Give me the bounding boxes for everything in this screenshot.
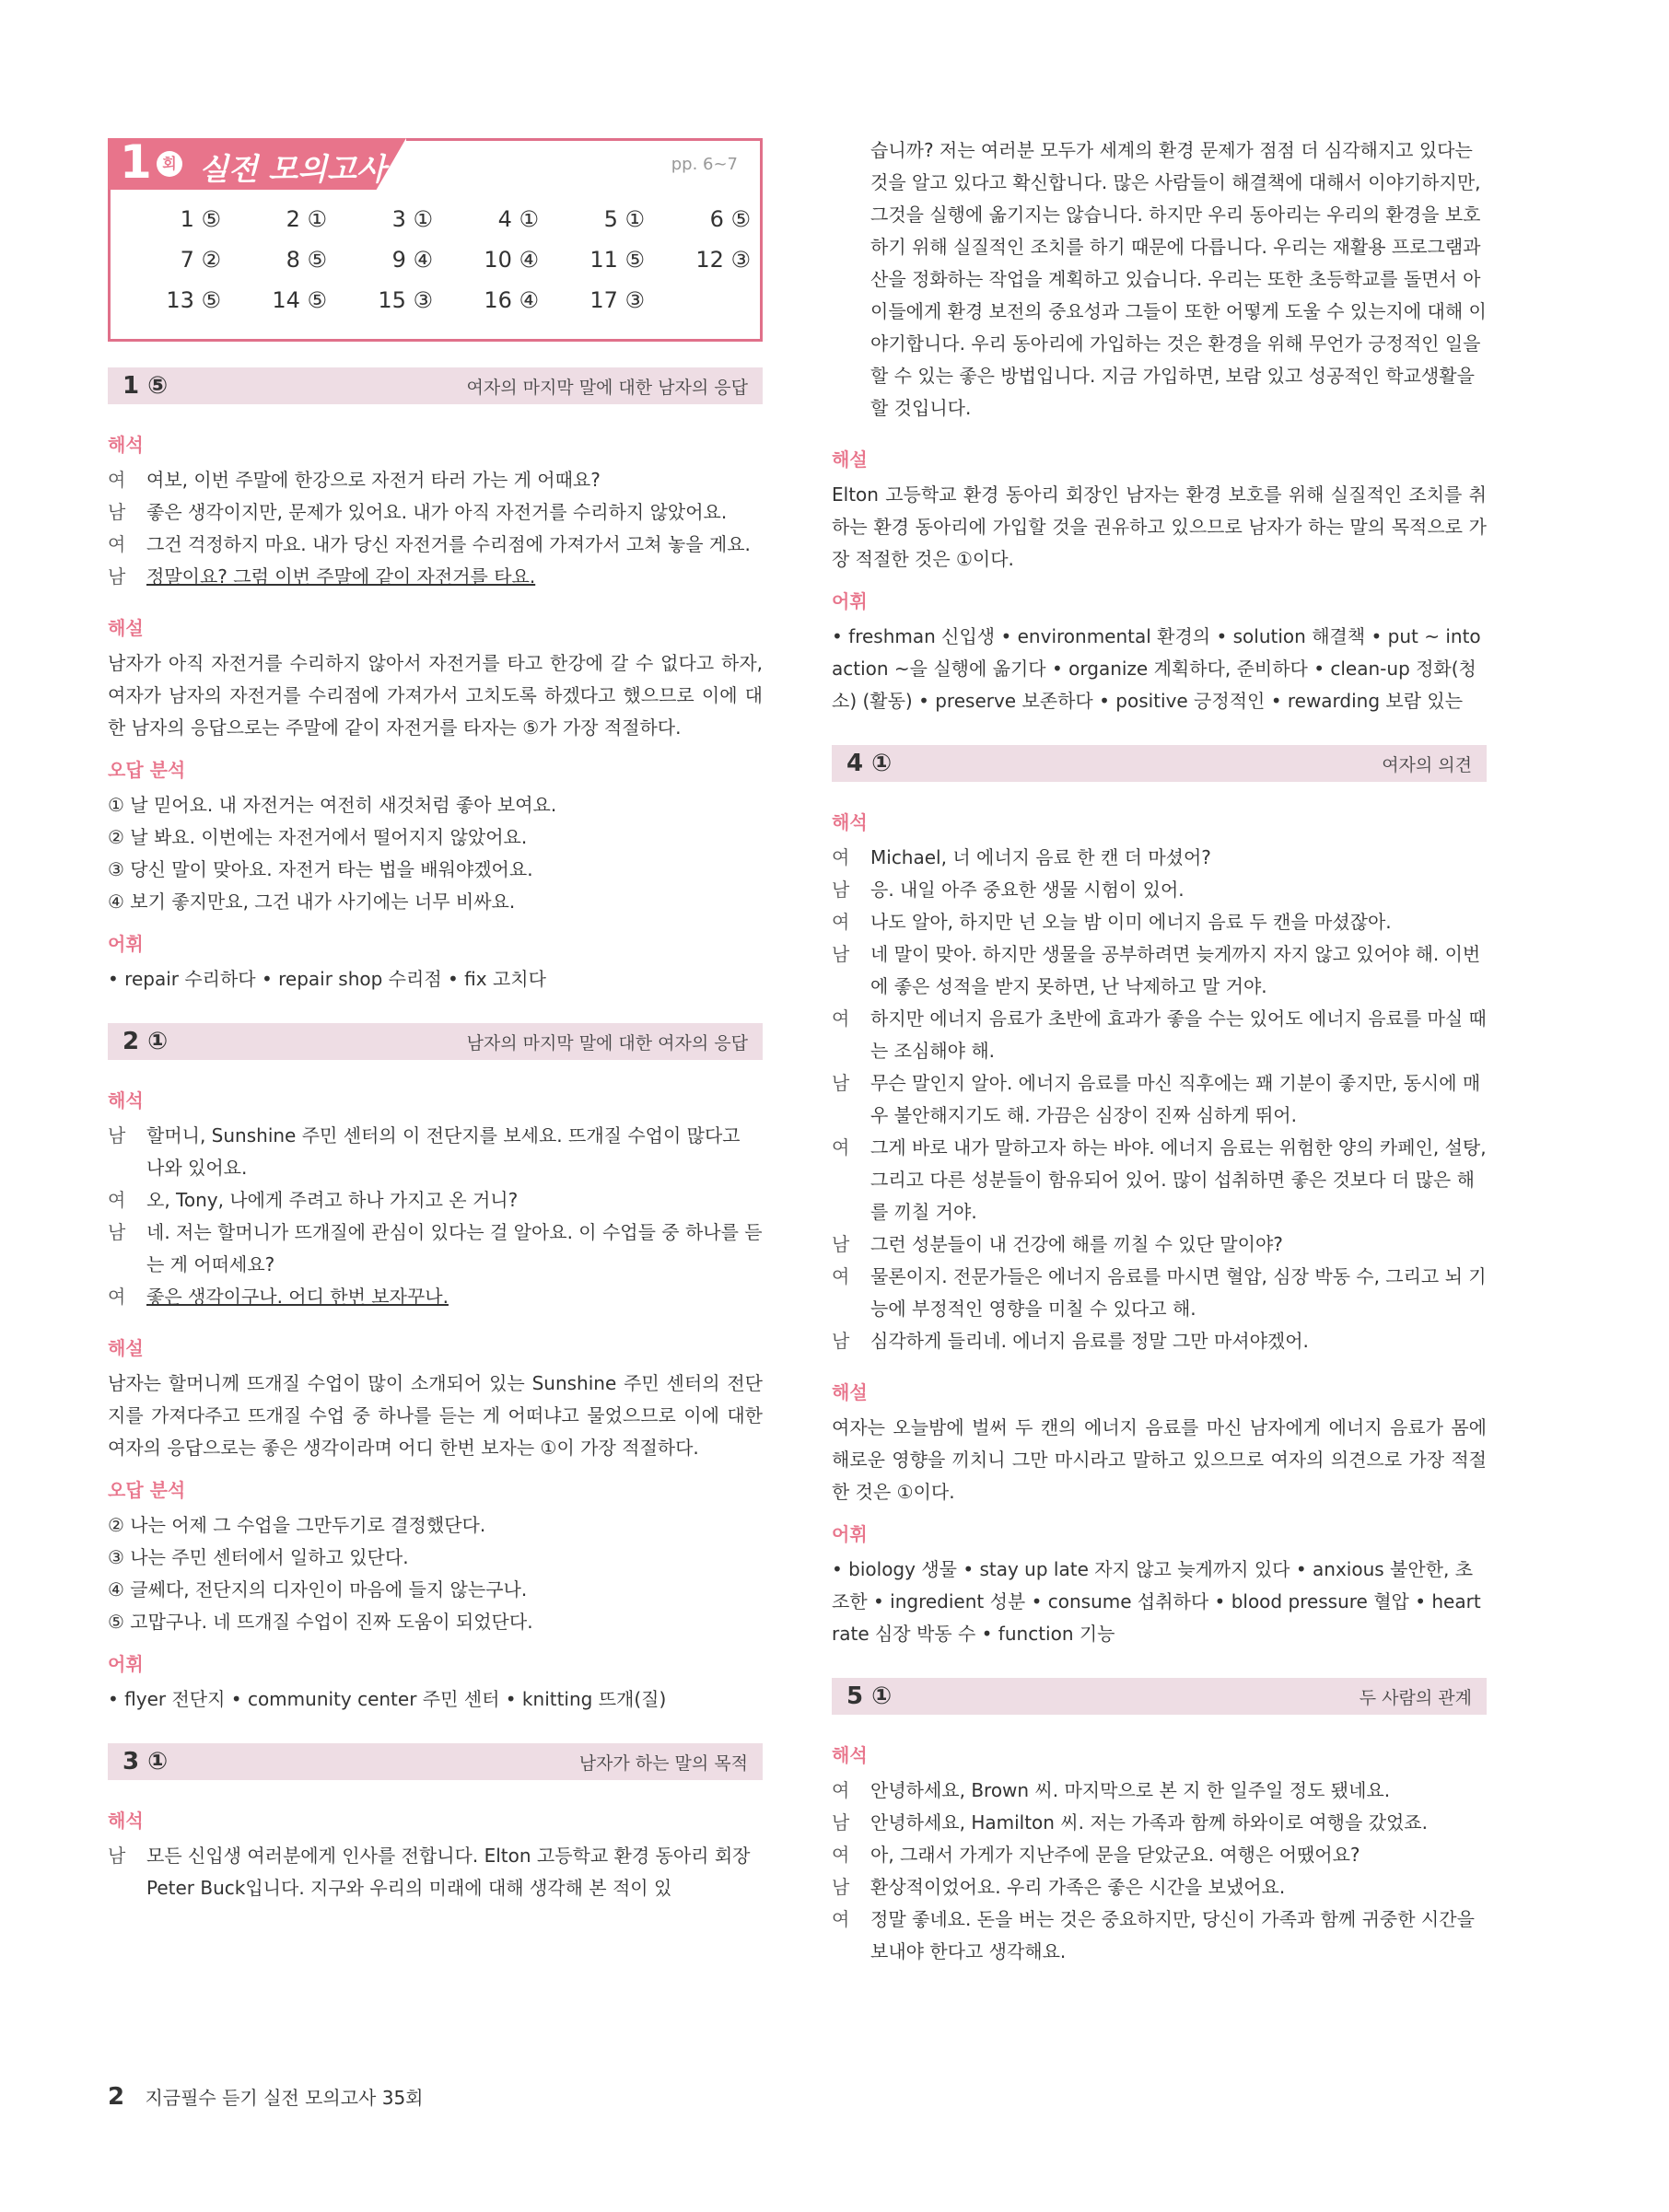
right-column <box>832 134 1487 1968</box>
dialogue-line <box>108 1840 763 1904</box>
hoe-badge: 회 <box>157 151 182 177</box>
vocab-label: 어휘 <box>108 1653 144 1675</box>
dialogue-line <box>832 1003 1487 1067</box>
dialogue-text: 좋은 생각이지만, 문제가 있어요. 내가 아직 자전거를 수리하지 않았어요. <box>146 501 728 523</box>
dialogue-text: 정말 좋네요. 돈을 버는 것은 중요하지만, 당신이 가족과 함께 귀중한 시간을 보내야 한다고 생각해요. <box>870 1908 1475 1962</box>
explanation-label: 해설 <box>108 1337 144 1359</box>
wrong-option: ④ 보기 좋지만요, 그건 내가 사기에는 너무 비싸요. <box>108 891 516 913</box>
speaker-label: 여 <box>832 1136 850 1158</box>
answer-item: 10 ④ <box>484 247 539 273</box>
test-number: 1 <box>120 135 152 189</box>
section-header-q4 <box>832 745 1487 782</box>
vocab-label: 어휘 <box>108 933 144 955</box>
dialogue-text: 응. 내일 아주 중요한 생물 시험이 있어. <box>870 879 1185 901</box>
speaker-label: 남 <box>108 1845 126 1867</box>
explanation-text: 남자가 아직 자전거를 수리하지 않아서 자전거를 타고 한강에 갈 수 없다고 하자, 여자가 남자의 자전거를 수리점에 가져가서 고치도록 하겠다고 했으므로 이에 대한 남자의 응답으로는 주말에 같이 자전거를 타자는 ⑤가 가장 적절하다. <box>108 652 763 739</box>
dialogue-line <box>108 1184 763 1217</box>
vocab-list: • repair 수리하다 • repair shop 수리점 • fix 고치다 <box>108 968 546 990</box>
dialogue-line <box>832 842 1487 874</box>
speaker-label: 여 <box>832 911 850 933</box>
translation-label: 해석 <box>108 1089 144 1112</box>
section-topic: 여자의 마지막 말에 대한 남자의 응답 <box>466 377 748 398</box>
vocab-list: • biology 생물 • stay up late 자지 않고 늦게까지 있다 • anxious 불안한, 초조한 • ingredient 성분 • consume 섭취하다 • blood pressure 혈압 • heart rate 심장 박동 수 • function 기능 <box>832 1558 1481 1645</box>
dialogue-line <box>832 1325 1487 1357</box>
speaker-label: 남 <box>832 1072 850 1094</box>
dialogue-text: 하지만 에너지 음료가 초반에 효과가 좋을 수는 있어도 에너지 음료를 마실 때는 조심해야 해. <box>870 1007 1487 1062</box>
answer-item: 14 ⑤ <box>272 287 327 313</box>
wrong-option: ⑤ 고맙구나. 네 뜨개질 수업이 진짜 도움이 되었단다. <box>108 1611 533 1633</box>
wrong-analysis-label: 오답 분석 <box>108 759 186 781</box>
dialogue-text: 여보, 이번 주말에 한강으로 자전거 타러 가는 게 어때요? <box>146 469 601 491</box>
answer-item: 5 ① <box>603 206 645 232</box>
speaker-label: 여 <box>108 1286 126 1308</box>
dialogue-text: 심각하게 들리네. 에너지 음료를 정말 그만 마셔야겠어. <box>870 1330 1309 1352</box>
speaker-label: 여 <box>108 533 126 555</box>
speaker-label: 남 <box>832 879 850 901</box>
dialogue-text: 좋은 생각이구나. 어디 한번 보자꾸나. <box>146 1286 449 1308</box>
dialogue-text: 모든 신입생 여러분에게 인사를 전합니다. Elton 고등학교 환경 동아리 회장 Peter Buck입니다. 지구와 우리의 미래에 대해 생각해 본 적이 있 <box>146 1845 751 1899</box>
section-number: 1 ⑤ <box>123 372 169 400</box>
speaker-label: 여 <box>832 1779 850 1801</box>
test-title: 실전 모의고사 <box>199 151 386 187</box>
dialogue-line <box>832 938 1487 1003</box>
speaker-label: 남 <box>108 1221 126 1243</box>
dialogue-line <box>832 1228 1487 1261</box>
dialogue-text: 안녕하세요, Hamilton 씨. 저는 가족과 함께 하와이로 여행을 갔었죠. <box>870 1811 1428 1834</box>
translation-label: 해석 <box>832 811 868 833</box>
left-column <box>108 135 763 1904</box>
section-topic: 여자의 의견 <box>1382 754 1472 775</box>
answer-item: 7 ② <box>180 247 221 273</box>
explanation-label: 해설 <box>832 448 868 471</box>
dialogue-line <box>108 1217 763 1281</box>
dialogue-line <box>832 1807 1487 1839</box>
answer-item: 9 ④ <box>391 247 433 273</box>
speaker-label: 남 <box>108 1124 126 1147</box>
speaker-label: 남 <box>832 1876 850 1898</box>
page-range: pp. 6~7 <box>671 155 738 174</box>
speaker-label: 여 <box>832 1007 850 1030</box>
dialogue-text: Michael, 너 에너지 음료 한 캔 더 마셨어? <box>870 846 1211 868</box>
dialogue-line <box>108 1281 763 1313</box>
page-footer <box>108 2083 424 2111</box>
dialogue-line <box>832 906 1487 938</box>
vocab-label: 어휘 <box>832 590 868 612</box>
section-number: 4 ① <box>846 750 893 777</box>
dialogue-text: 무슨 말인지 알아. 에너지 음료를 마신 직후에는 꽤 기분이 좋지만, 동시에 매우 불안해지기도 해. 가끔은 심장이 진짜 심하게 뛰어. <box>870 1072 1481 1126</box>
speaker-label: 남 <box>108 501 126 523</box>
dialogue-line <box>832 1839 1487 1871</box>
answer-item: 13 ⑤ <box>166 287 221 313</box>
answer-item: 3 ① <box>391 206 433 232</box>
explanation-text: 남자는 할머니께 뜨개질 수업이 많이 소개되어 있는 Sunshine 주민 센터의 전단지를 가져다주고 뜨개질 수업 중 하나를 듣는 게 어떠냐고 물었으므로 이에 대한 여자의 응답으로는 좋은 생각이라며 어디 한번 보자는 ①이 가장 적절하다. <box>108 1372 763 1459</box>
wrong-option: ① 날 믿어요. 내 자전거는 여전히 새것처럼 좋아 보여요. <box>108 794 557 816</box>
speaker-label: 여 <box>832 1265 850 1287</box>
dialogue-text: 오, Tony, 나에게 주려고 하나 가지고 온 거니? <box>146 1189 519 1211</box>
answer-item: 12 ③ <box>695 247 751 273</box>
dialogue-text: 안녕하세요, Brown 씨. 마지막으로 본 지 한 일주일 정도 됐네요. <box>870 1779 1391 1801</box>
dialogue-line <box>832 1132 1487 1228</box>
speaker-label: 남 <box>832 1811 850 1834</box>
translation-label: 해석 <box>108 434 144 456</box>
dialogue-line <box>108 464 763 496</box>
speaker-label: 남 <box>108 565 126 588</box>
wrong-option: ③ 나는 주민 센터에서 일하고 있단다. <box>108 1546 409 1568</box>
dialogue-line <box>832 1067 1487 1132</box>
wrong-analysis-label: 오답 분석 <box>108 1479 186 1501</box>
answer-item: 4 ① <box>497 206 539 232</box>
answer-key-box <box>108 135 763 342</box>
dialogue-text: 나도 알아, 하지만 넌 오늘 밤 이미 에너지 음료 두 캔을 마셨잖아. <box>870 911 1392 933</box>
explanation-label: 해설 <box>108 617 144 639</box>
answer-item: 15 ③ <box>378 287 433 313</box>
wrong-option: ④ 글쎄다, 전단지의 디자인이 마음에 들지 않는구나. <box>108 1578 528 1601</box>
speaker-label: 여 <box>108 1189 126 1211</box>
dialogue-text: 네 말이 맞아. 하지만 생물을 공부하려면 늦게까지 자지 않고 있어야 해. 이번에 좋은 성적을 받지 못하면, 난 낙제하고 말 거야. <box>870 943 1481 997</box>
section-topic: 남자의 마지막 말에 대한 여자의 응답 <box>466 1032 748 1054</box>
book-title: 지금필수 듣기 실전 모의고사 35회 <box>145 2087 424 2109</box>
speaker-label: 남 <box>832 1330 850 1352</box>
vocab-label: 어휘 <box>832 1523 868 1545</box>
speaker-label: 여 <box>108 469 126 491</box>
speaker-label: 여 <box>832 1844 850 1866</box>
section-topic: 남자가 하는 말의 목적 <box>578 1752 748 1774</box>
translation-label: 해석 <box>108 1810 144 1832</box>
answer-item: 6 ⑤ <box>709 206 751 232</box>
speaker-label: 여 <box>832 846 850 868</box>
answer-item: 16 ④ <box>484 287 539 313</box>
speaker-label: 남 <box>832 1233 850 1255</box>
dialogue-line <box>108 496 763 529</box>
dialogue-text: 환상적이었어요. 우리 가족은 좋은 시간을 보냈어요. <box>870 1876 1286 1898</box>
dialogue-line <box>832 1261 1487 1325</box>
translation-label: 해석 <box>832 1744 868 1766</box>
page-number: 2 <box>108 2083 125 2111</box>
answer-item: 11 ⑤ <box>589 247 645 273</box>
dialogue-text: 그건 걱정하지 마요. 내가 당신 자전거를 수리점에 가져가서 고쳐 놓을 게요. <box>146 533 751 555</box>
dialogue-text: 정말이요? 그럼 이번 주말에 같이 자전거를 타요. <box>146 565 536 588</box>
section-header-q2 <box>108 1023 763 1060</box>
section-header-q3 <box>108 1743 763 1780</box>
section-number: 3 ① <box>123 1748 169 1775</box>
section-header-q1 <box>108 367 763 404</box>
answer-item: 2 ① <box>286 206 327 232</box>
dialogue-text: 네. 저는 할머니가 뜨개질에 관심이 있다는 걸 알아요. 이 수업들 중 하나를 듣는 게 어떠세요? <box>146 1221 763 1275</box>
section-header-q5 <box>832 1678 1487 1715</box>
explanation-text: Elton 고등학교 환경 동아리 회장인 남자는 환경 보호를 위해 실질적인 조치를 취하는 환경 동아리에 가입할 것을 권유하고 있으므로 남자가 하는 말의 목적으로 가장 적절한 것은 ①이다. <box>832 483 1487 570</box>
section-number: 2 ① <box>123 1028 169 1055</box>
dialogue-text: 그런 성분들이 내 건강에 해를 끼칠 수 있단 말이야? <box>870 1233 1283 1255</box>
dialogue-line <box>832 1871 1487 1903</box>
wrong-option: ③ 당신 말이 맞아요. 자전거 타는 법을 배워야겠어요. <box>108 858 533 880</box>
dialogue-line <box>832 1775 1487 1807</box>
answer-item: 17 ③ <box>589 287 645 313</box>
dialogue-line <box>832 1903 1487 1968</box>
dialogue-text: 할머니, Sunshine 주민 센터의 이 전단지를 보세요. 뜨개질 수업이 많다고 나와 있어요. <box>146 1124 741 1179</box>
dialogue-text: 아, 그래서 가게가 지난주에 문을 닫았군요. 여행은 어땠어요? <box>870 1844 1360 1866</box>
dialogue-line <box>108 1120 763 1184</box>
answer-item: 1 ⑤ <box>180 206 221 232</box>
explanation-label: 해설 <box>832 1381 868 1403</box>
dialogue-text: 물론이지. 전문가들은 에너지 음료를 마시면 혈압, 심장 박동 수, 그리고 뇌 기능에 부정적인 영향을 미칠 수 있다고 해. <box>870 1265 1487 1320</box>
wrong-option: ② 날 봐요. 이번에는 자전거에서 떨어지지 않았어요. <box>108 826 528 848</box>
speaker-label: 여 <box>832 1908 850 1930</box>
wrong-option: ② 나는 어제 그 수업을 그만두기로 결정했단다. <box>108 1514 486 1536</box>
dialogue-line <box>832 874 1487 906</box>
dialogue-line <box>108 561 763 593</box>
answer-item: 8 ⑤ <box>286 247 327 273</box>
vocab-list: • flyer 전단지 • community center 주민 센터 • knitting 뜨개(질) <box>108 1688 667 1710</box>
section-topic: 두 사람의 관계 <box>1359 1687 1472 1708</box>
title-rule <box>406 138 760 141</box>
dialogue-text: 습니까? 저는 여러분 모두가 세계의 환경 문제가 점점 더 심각해지고 있다는 것을 알고 있다고 확신합니다. 많은 사람들이 해결책에 대해서 이야기하지만, 그것을 실행에 옮기지는 않습니다. 하지만 우리 동아리는 우리의 환경을 보호하기 위해 실질적인 조치를 하기 때문에 다릅니다. 우리는 재활용 프로그램과 산을 정화하는 작업을 계획하고 있습니다. 우리는 또한 초등학교를 돌면서 아이들에게 환경 보전의 중요성과 그들이 또한 어떻게 도울 수 있는지에 대해 이야기합니다. 우리 동아리에 가입하는 것은 환경을 위해 무언가 긍정적인 일을 할 수 있는 좋은 방법입니다. 지금 가입하면, 보람 있고 성공적인 학교생활을 할 것입니다. <box>870 139 1487 419</box>
section-number: 5 ① <box>846 1682 893 1710</box>
dialogue-text: 그게 바로 내가 말하고자 하는 바야. 에너지 음료는 위험한 양의 카페인, 설탕, 그리고 다른 성분들이 함유되어 있어. 많이 섭취하면 좋은 것보다 더 많은 해를 끼칠 거야. <box>870 1136 1487 1223</box>
vocab-list: • freshman 신입생 • environmental 환경의 • solution 해결책 • put ~ into action ~을 실행에 옮기다 • organize 계획하다, 준비하다 • clean-up 정화(청소) (활동) • preserve 보존하다 • positive 긍정적인 • rewarding 보람 있는 <box>832 625 1481 712</box>
dialogue-line <box>108 529 763 561</box>
speaker-label: 남 <box>832 943 850 965</box>
explanation-text: 여자는 오늘밤에 벌써 두 캔의 에너지 음료를 마신 남자에게 에너지 음료가 몸에 해로운 영향을 끼치니 그만 마시라고 말하고 있으므로 여자의 의견으로 가장 적절한 것은 ①이다. <box>832 1416 1487 1503</box>
dialogue-continuation <box>832 134 1487 425</box>
